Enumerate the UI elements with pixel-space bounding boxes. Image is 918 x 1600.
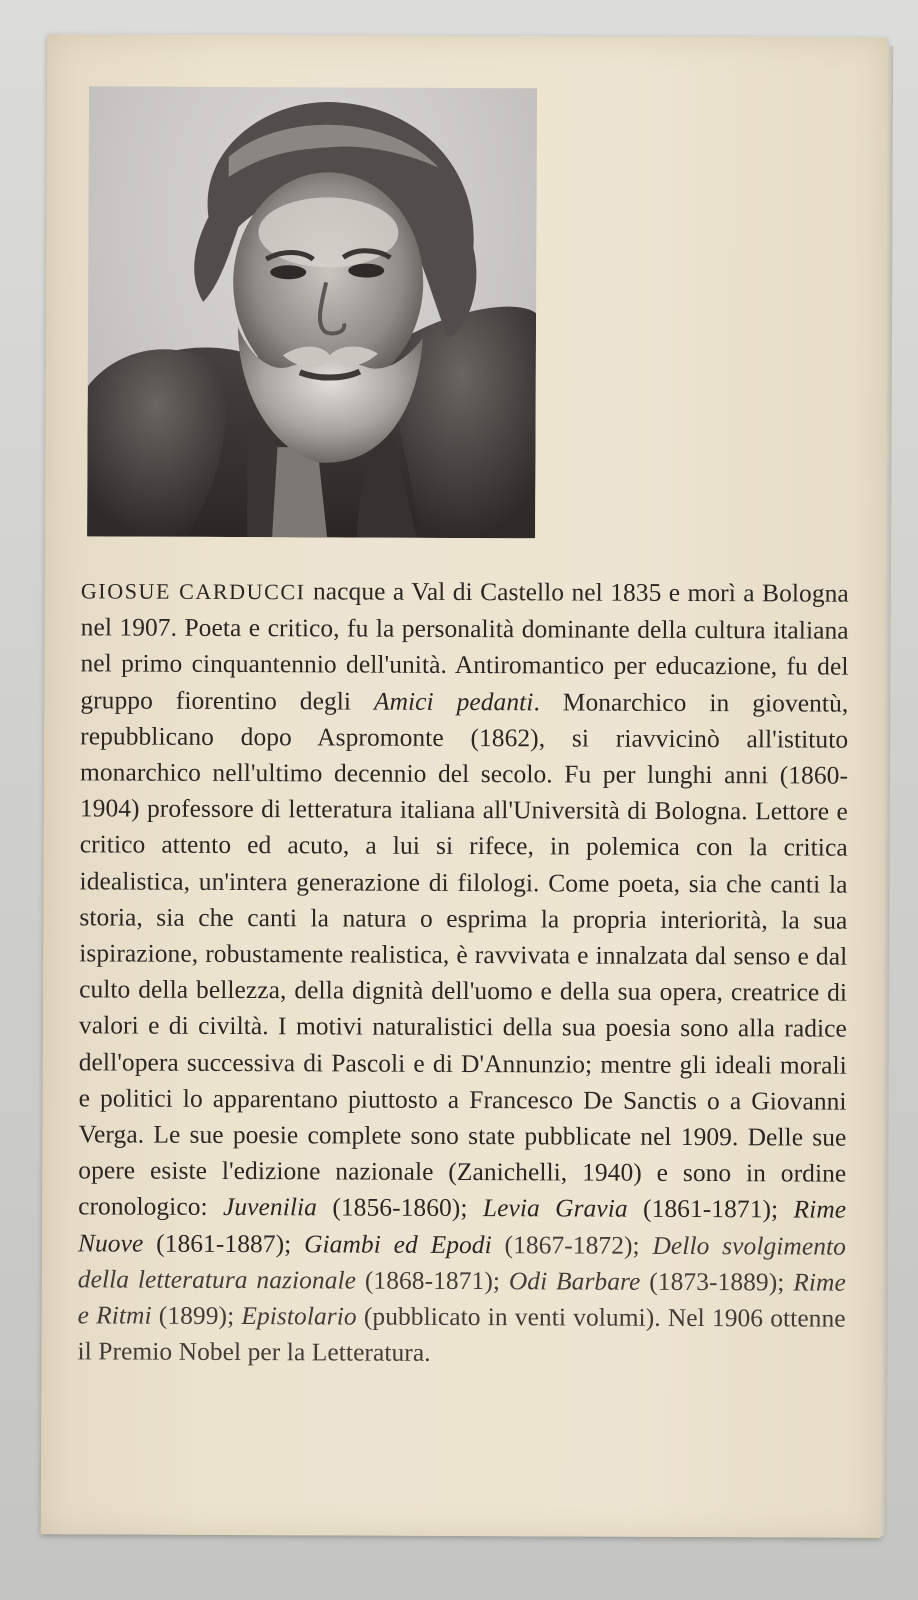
bio-text: (pubblicato in venti volumi). Nel 1906 ottenne il Premio Nobel per la Letteratura. xyxy=(77,1302,846,1368)
work-title: Rime Nuove xyxy=(77,1195,847,1258)
work-title: Giambi ed Epodi xyxy=(304,1229,492,1259)
book-back-cover xyxy=(41,34,888,1538)
work-title: Juvenilia xyxy=(222,1193,318,1222)
author-biography xyxy=(77,572,848,1373)
portrait-photo xyxy=(87,86,537,538)
work-title: Epistolario xyxy=(241,1302,357,1331)
bio-text: (1856-1860); xyxy=(316,1193,483,1223)
work-title: Odi Barbare xyxy=(508,1267,641,1296)
bio-text: nacque a Val di Castello nel 1835 e morì a Bologna nel 1907. Poeta e critico, fu la personalità dominante della cultura italiana nel primo cinquantennio dell'unità. Antiromantico per educazione, fu del gruppo fiorentino degli xyxy=(80,577,849,716)
author-portrait xyxy=(87,86,537,538)
bio-text: (1867-1872); xyxy=(491,1230,653,1260)
bio-text: (1861-1887); xyxy=(143,1229,305,1258)
bio-text: (1873-1889); xyxy=(640,1267,794,1297)
work-title: Amici pedanti xyxy=(373,687,534,716)
bio-text: (1861-1871); xyxy=(627,1195,794,1224)
work-title: Rime e Ritmi xyxy=(77,1268,846,1330)
bio-text: (1899); xyxy=(151,1301,242,1331)
bio-text: . Monarchico in gioventù, repubblicano dopo Aspromonte (1862), si riavvicinò all'istituto monarchico nell'ultimo decennio del secolo. Fu per lunghi anni (1860-1904) professore di letteratura italiana all'Università di Bologna. Lettore e critico attento ed acuto, a lui si rifece, in polemica con la critica idealistica, un'intera generazione di filologi. Come poeta, sia che canti la storia, sia che canti la natura o esprima la propria interiorità, la sua ispirazione, robustamente realistica, è ravvivata e innalzata dal senso e dal culto della bellezza, della dignità dell'uomo e della sua opera, creatrice di valori e di civiltà. I motivi naturalistici della sua poesia sono alla radice dell'opera successiva di Pascoli e di D'Annunzio; mentre gli ideali morali e politici lo apparentano piuttosto a Francesco De Sanctis o a Giovanni Verga. Le sue poesie complete sono state pubblicate nel 1909. Delle sue opere esiste l'edizione nazionale (Zanichelli, 1940) e sono in ordine cronologico: xyxy=(78,687,849,1222)
work-title: Dello svolgimento della letteratura nazionale xyxy=(77,1231,847,1295)
work-title: Levia Gravia xyxy=(482,1194,628,1224)
author-name: GIOSUE CARDUCCI xyxy=(80,578,306,605)
bio-text: (1868-1871); xyxy=(356,1266,509,1296)
